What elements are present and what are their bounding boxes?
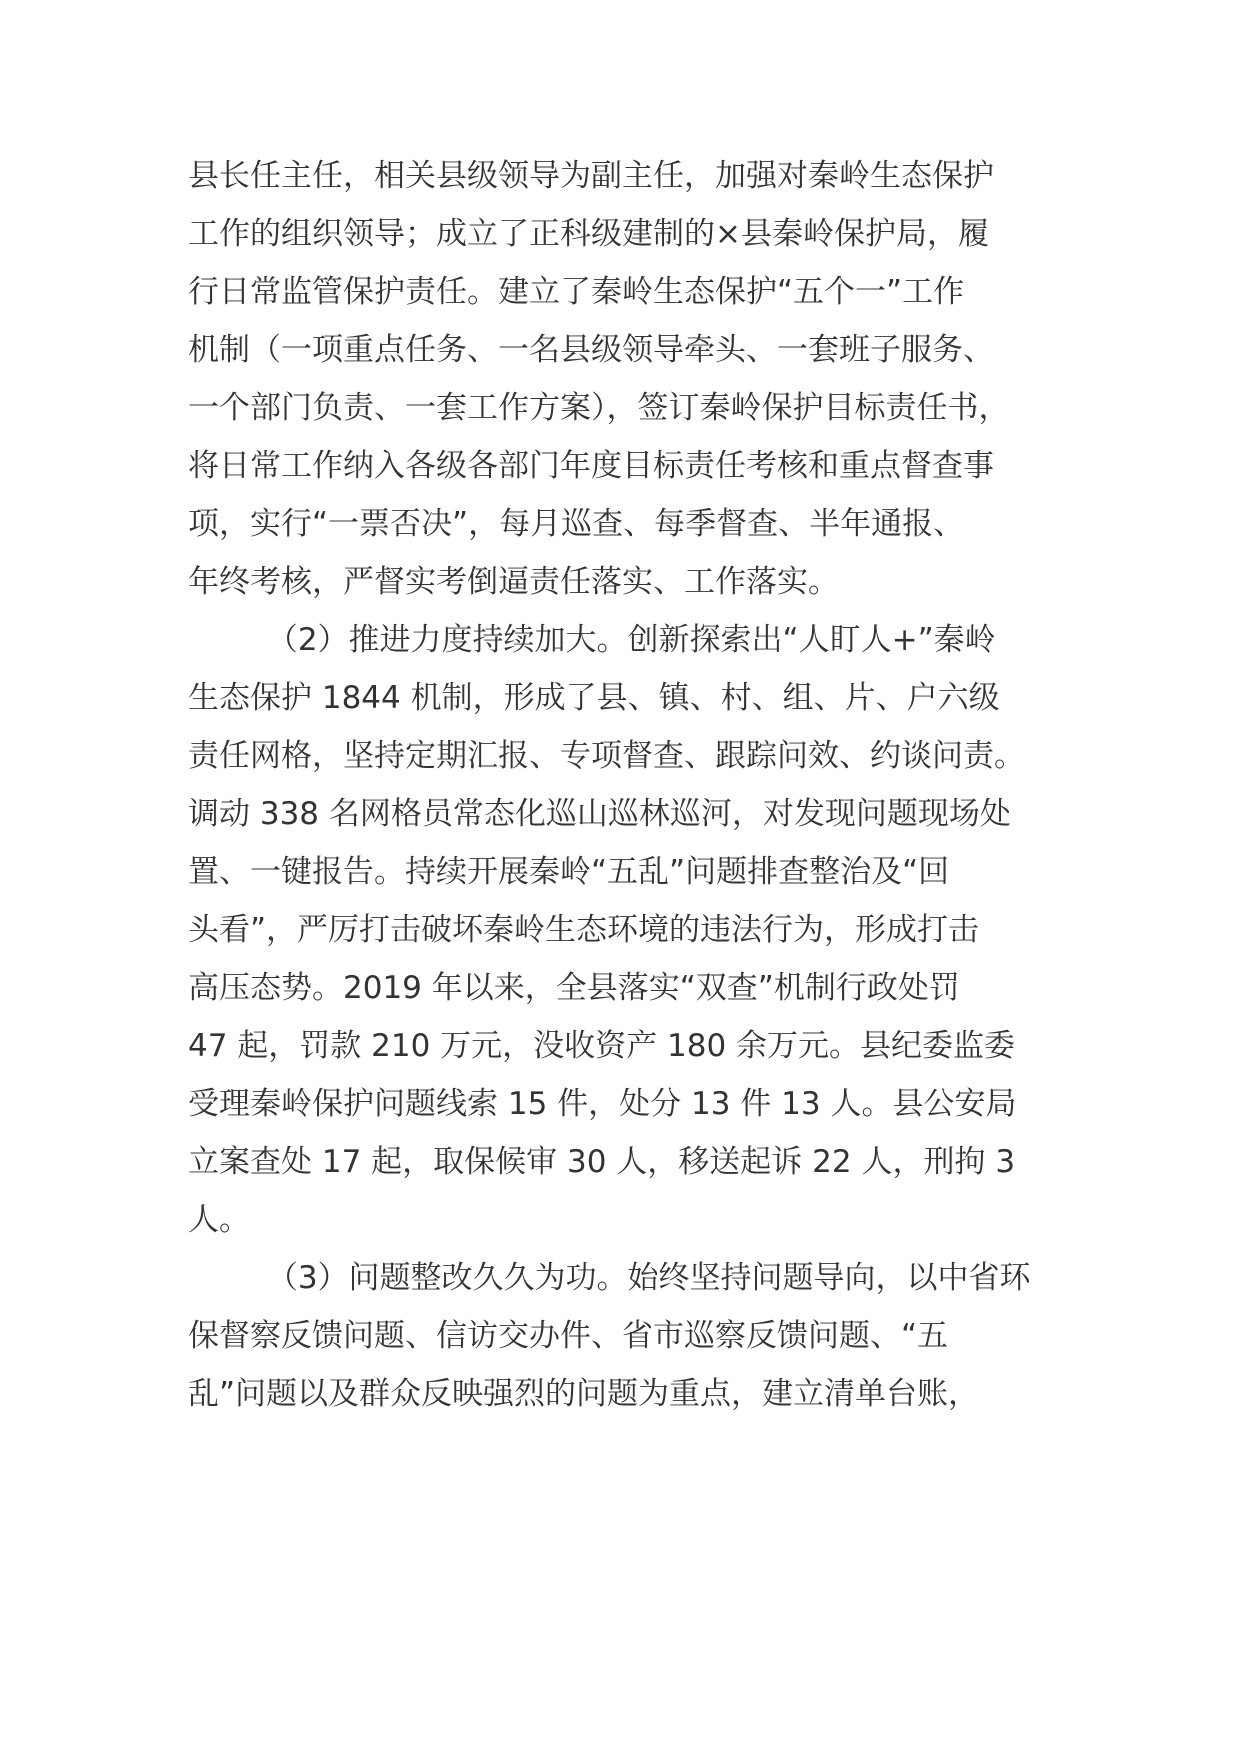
text-line: 头看”，严厉打击破坏秦岭生态环境的违法行为，形成打击 (188, 912, 980, 948)
text-line: 项，实行“一票否决”，每月巡查、每季督查、半年通报、 (188, 506, 965, 542)
text-line: 年终考核，严督实考倒逼责任落实、工作落实。 (188, 564, 839, 600)
text-line: 乱”问题以及群众反映强烈的问题为重点，建立清单台账， (188, 1376, 980, 1412)
text-line: 立案查处 17 起，取保候审 30 人，移送起诉 22 人，刑拘 3 (188, 1144, 1016, 1180)
paragraph-3-first-line: （3）问题整改久久为功。始终坚持问题导向，以中省环 (188, 1260, 1031, 1296)
text-line: 47 起，罚款 210 万元，没收资产 180 余万元。县纪委监委 (188, 1028, 1016, 1064)
text-line: 一个部门负责、一套工作方案），签订秦岭保护目标责任书， (188, 390, 1010, 426)
text-line: 人。 (188, 1202, 250, 1238)
text-line: 调动 338 名网格员常态化巡山巡林巡河，对发现问题现场处 (188, 796, 1011, 832)
text-line: 生态保护 1844 机制，形成了县、镇、村、组、片、户六级 (188, 680, 1000, 716)
text-line: 高压态势。2019 年以来，全县落实“双查”机制行政处罚 (188, 970, 960, 1006)
text-line: 县长任主任，相关县级领导为副主任，加强对秦岭生态保护 (188, 158, 994, 194)
text-line: 保督察反馈问题、信访交办件、省市巡察反馈问题、“五 (188, 1318, 949, 1354)
text-line: 责任网格，坚持定期汇报、专项督查、跟踪问效、约谈问责。 (188, 738, 1025, 774)
text-line: 受理秦岭保护问题线索 15 件，处分 13 件 13 人。县公安局 (188, 1086, 1017, 1122)
text-line: 将日常工作纳入各级各部门年度目标责任考核和重点督查事 (188, 448, 994, 484)
text-line: 机制（一项重点任务、一名县级领导牵头、一套班子服务、 (188, 332, 994, 368)
text-line: 工作的组织领导；成立了正科级建制的×县秦岭保护局，履 (188, 216, 989, 252)
text-line: 行日常监管保护责任。建立了秦岭生态保护“五个一”工作 (188, 274, 965, 310)
paragraph-2-first-line: （2）推进力度持续加大。创新探索出“人盯人+”秦岭 (188, 622, 996, 658)
text-line: 置、一键报告。持续开展秦岭“五乱”问题排查整治及“回 (188, 854, 950, 890)
